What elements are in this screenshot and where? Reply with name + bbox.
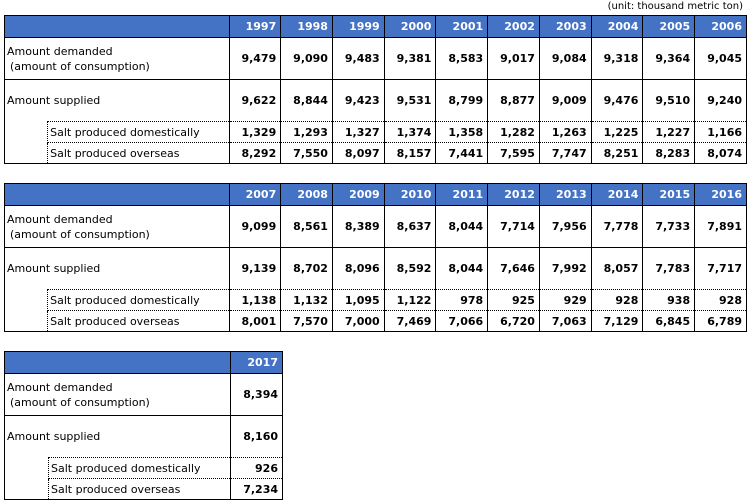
overseas-value: 6,789	[695, 311, 747, 332]
overseas-value: 6,845	[643, 311, 695, 332]
supplied-value: 9,476	[591, 80, 643, 122]
row-label-overseas: Salt produced overseas	[49, 479, 231, 500]
overseas-value: 7,234	[231, 479, 283, 500]
supplied-value: 8,592	[384, 248, 436, 290]
row-label-overseas: Salt produced overseas	[48, 311, 229, 332]
domestic-value: 938	[643, 290, 695, 311]
domestic-value: 1,293	[281, 122, 333, 143]
domestic-value: 929	[539, 290, 591, 311]
year-header: 2007	[229, 184, 281, 206]
domestic-value: 1,166	[695, 122, 747, 143]
domestic-value: 926	[231, 458, 283, 479]
supplied-value: 7,646	[488, 248, 540, 290]
domestic-value: 925	[488, 290, 540, 311]
supplied-value: 9,240	[695, 80, 747, 122]
overseas-value: 6,720	[488, 311, 540, 332]
row-label-supplied: Amount supplied	[5, 248, 230, 290]
year-header: 2005	[643, 16, 695, 38]
demanded-value: 9,017	[488, 38, 540, 80]
overseas-value: 7,595	[488, 143, 540, 164]
demanded-value: 8,394	[231, 374, 283, 416]
supplied-value: 8,160	[231, 416, 283, 458]
overseas-value: 7,747	[539, 143, 591, 164]
overseas-value: 8,292	[229, 143, 281, 164]
domestic-value: 1,358	[436, 122, 488, 143]
supplied-value: 8,799	[436, 80, 488, 122]
domestic-value: 1,374	[384, 122, 436, 143]
year-header: 2015	[643, 184, 695, 206]
overseas-value: 7,066	[436, 311, 488, 332]
domestic-value: 1,095	[332, 290, 384, 311]
year-header: 2014	[591, 184, 643, 206]
demanded-value: 7,956	[539, 206, 591, 248]
unit-note: (unit: thousand metric ton)	[607, 1, 743, 12]
demanded-value: 7,714	[488, 206, 540, 248]
domestic-value: 1,122	[384, 290, 436, 311]
supplied-value: 7,717	[695, 248, 747, 290]
indent-cell	[5, 290, 48, 311]
supplied-value: 8,844	[281, 80, 333, 122]
year-header: 2003	[539, 16, 591, 38]
row-label-supplied: Amount supplied	[5, 80, 230, 122]
year-header: 2009	[332, 184, 384, 206]
overseas-value: 8,283	[643, 143, 695, 164]
year-header: 2013	[539, 184, 591, 206]
header-corner	[5, 16, 230, 38]
overseas-value: 8,157	[384, 143, 436, 164]
supplied-value: 9,139	[229, 248, 281, 290]
supplied-value: 8,096	[332, 248, 384, 290]
domestic-value: 1,329	[229, 122, 281, 143]
supplied-value: 9,009	[539, 80, 591, 122]
supplied-value: 9,622	[229, 80, 281, 122]
year-header: 2010	[384, 184, 436, 206]
year-header: 2000	[384, 16, 436, 38]
domestic-value: 928	[591, 290, 643, 311]
year-header: 1997	[229, 16, 281, 38]
supplied-value: 8,057	[591, 248, 643, 290]
domestic-value: 1,225	[591, 122, 643, 143]
row-label-domestic: Salt produced domestically	[48, 290, 229, 311]
supplied-value: 9,531	[384, 80, 436, 122]
salt-table-1	[4, 15, 747, 164]
overseas-value: 7,441	[436, 143, 488, 164]
year-header: 2001	[436, 16, 488, 38]
indent-cell	[5, 458, 49, 479]
salt-table-3	[4, 351, 283, 500]
demanded-value: 7,778	[591, 206, 643, 248]
year-header: 2017	[231, 352, 283, 374]
demanded-value: 8,637	[384, 206, 436, 248]
demanded-value: 9,364	[643, 38, 695, 80]
demanded-label-line1: Amount demanded	[7, 380, 113, 394]
row-label-domestic: Salt produced domestically	[48, 122, 229, 143]
overseas-value: 7,129	[591, 311, 643, 332]
salt-table-2	[4, 183, 747, 332]
demanded-value: 9,084	[539, 38, 591, 80]
domestic-value: 1,327	[332, 122, 384, 143]
demanded-value: 9,090	[281, 38, 333, 80]
demanded-value: 8,044	[436, 206, 488, 248]
overseas-value: 7,550	[281, 143, 333, 164]
demanded-value: 8,561	[281, 206, 333, 248]
supplied-value: 9,510	[643, 80, 695, 122]
year-header: 1998	[281, 16, 333, 38]
demanded-value: 9,099	[229, 206, 281, 248]
indent-cell	[5, 143, 48, 164]
year-header: 2008	[281, 184, 333, 206]
domestic-value: 1,263	[539, 122, 591, 143]
domestic-value: 1,138	[229, 290, 281, 311]
domestic-value: 928	[695, 290, 747, 311]
demanded-value: 8,389	[332, 206, 384, 248]
demanded-label-line1: Amount demanded	[7, 212, 113, 226]
indent-cell	[5, 122, 48, 143]
demanded-label-line2: (amount of consumption)	[10, 227, 150, 241]
demanded-value: 9,045	[695, 38, 747, 80]
domestic-value: 1,282	[488, 122, 540, 143]
year-header: 1999	[332, 16, 384, 38]
demanded-label-line1: Amount demanded	[7, 44, 113, 58]
overseas-value: 7,063	[539, 311, 591, 332]
row-label-supplied: Amount supplied	[5, 416, 231, 458]
row-label-demanded	[5, 374, 231, 416]
overseas-value: 8,001	[229, 311, 281, 332]
demanded-value: 9,479	[229, 38, 281, 80]
supplied-value: 7,783	[643, 248, 695, 290]
indent-cell	[5, 479, 49, 500]
year-header: 2002	[488, 16, 540, 38]
overseas-value: 7,469	[384, 311, 436, 332]
demanded-value: 7,733	[643, 206, 695, 248]
overseas-value: 7,000	[332, 311, 384, 332]
supplied-value: 8,702	[281, 248, 333, 290]
row-label-domestic: Salt produced domestically	[49, 458, 231, 479]
demanded-label-line2: (amount of consumption)	[10, 59, 150, 73]
overseas-value: 8,074	[695, 143, 747, 164]
demanded-label-line2: (amount of consumption)	[10, 395, 150, 409]
year-header: 2016	[695, 184, 747, 206]
supplied-value: 9,423	[332, 80, 384, 122]
row-label-demanded	[5, 38, 230, 80]
year-header: 2004	[591, 16, 643, 38]
demanded-value: 9,381	[384, 38, 436, 80]
overseas-value: 7,570	[281, 311, 333, 332]
domestic-value: 1,132	[281, 290, 333, 311]
year-header: 2011	[436, 184, 488, 206]
header-corner	[5, 184, 230, 206]
overseas-value: 8,097	[332, 143, 384, 164]
demanded-value: 7,891	[695, 206, 747, 248]
demanded-value: 8,583	[436, 38, 488, 80]
supplied-value: 8,044	[436, 248, 488, 290]
header-corner	[5, 352, 231, 374]
overseas-value: 8,251	[591, 143, 643, 164]
domestic-value: 978	[436, 290, 488, 311]
indent-cell	[5, 311, 48, 332]
demanded-value: 9,318	[591, 38, 643, 80]
row-label-overseas: Salt produced overseas	[48, 143, 229, 164]
row-label-demanded	[5, 206, 230, 248]
year-header: 2012	[488, 184, 540, 206]
domestic-value: 1,227	[643, 122, 695, 143]
supplied-value: 7,992	[539, 248, 591, 290]
year-header: 2006	[695, 16, 747, 38]
supplied-value: 8,877	[488, 80, 540, 122]
demanded-value: 9,483	[332, 38, 384, 80]
